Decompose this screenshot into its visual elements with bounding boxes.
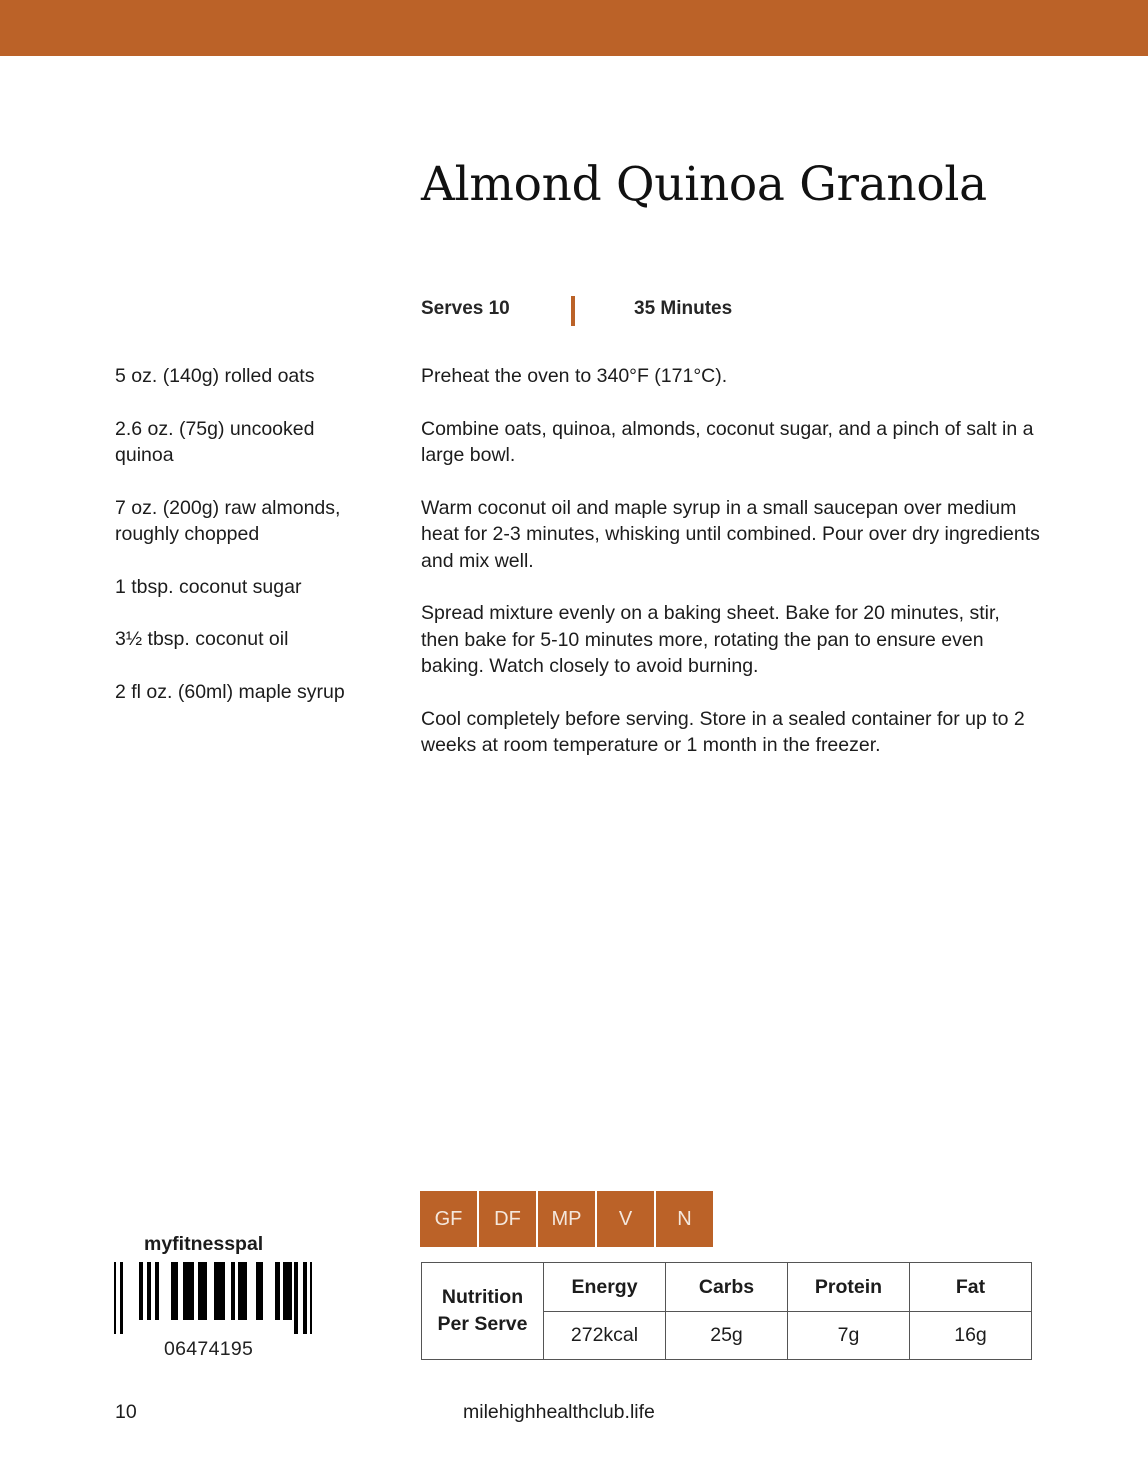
header-fat: Fat	[910, 1263, 1032, 1312]
recipe-title: Almond Quinoa Granola	[421, 157, 987, 212]
tag-gluten-free: GF	[420, 1191, 477, 1247]
ingredient-item: 7 oz. (200g) raw almonds, roughly chopped	[115, 496, 341, 545]
method-step: Warm coconut oil and maple syrup in a small saucepan over medium heat for 2-3 minutes, whisking until combined. Pour over dry ingredients and mix well.	[421, 496, 1040, 572]
method-step: Preheat the oven to 340°F (171°C).	[421, 365, 728, 387]
tag-nuts: N	[656, 1191, 713, 1247]
barcode-number: 06474195	[164, 1338, 254, 1360]
myfitnesspal-label: myfitnesspal	[144, 1233, 264, 1255]
method-step: Spread mixture evenly on a baking sheet. Bake for 20 minutes, stir, then bake for 5-10 minutes more, rotating the pan to ensure even baking. Watch closely to avoid burning.	[421, 602, 1000, 677]
header-bar	[0, 0, 1148, 56]
meta-divider	[571, 296, 575, 326]
ingredient-item: 5 oz. (140g) rolled oats	[115, 365, 315, 387]
recipe-meta	[421, 296, 921, 324]
diet-tags	[420, 1191, 715, 1247]
tag-meal-prep: MP	[538, 1191, 595, 1247]
nutrition-table	[421, 1262, 1032, 1360]
nutrition-label: Nutrition Per Serve	[422, 1263, 544, 1360]
tag-vegetarian: V	[597, 1191, 654, 1247]
tag-dairy-free: DF	[479, 1191, 536, 1247]
method-step: Cool completely before serving. Store in a sealed container for up to 2 weeks at room temperature or 1 month in the freezer.	[421, 707, 1025, 756]
website-link[interactable]: milehighhealthclub.life	[463, 1401, 655, 1423]
value-carbs: 25g	[666, 1312, 788, 1360]
page-number: 10	[115, 1401, 137, 1423]
value-energy: 272kcal	[544, 1312, 666, 1360]
method-steps	[421, 363, 1041, 785]
barcode-icon	[110, 1262, 320, 1334]
ingredient-item: 2.6 oz. (75g) uncooked quinoa	[115, 417, 315, 466]
ingredients-list	[115, 363, 400, 731]
header-carbs: Carbs	[666, 1263, 788, 1312]
ingredient-item: 2 fl oz. (60ml) maple syrup	[115, 680, 345, 703]
serves-count: Serves 10	[421, 298, 510, 319]
value-protein: 7g	[788, 1312, 910, 1360]
method-step: Combine oats, quinoa, almonds, coconut sugar, and a pinch of salt in a large bowl.	[421, 417, 1034, 466]
cook-time: 35 Minutes	[634, 298, 733, 319]
ingredient-item: 3½ tbsp. coconut oil	[115, 628, 289, 650]
ingredient-item: 1 tbsp. coconut sugar	[115, 575, 302, 598]
header-protein: Protein	[788, 1263, 910, 1312]
header-energy: Energy	[544, 1263, 666, 1312]
value-fat: 16g	[910, 1312, 1032, 1360]
